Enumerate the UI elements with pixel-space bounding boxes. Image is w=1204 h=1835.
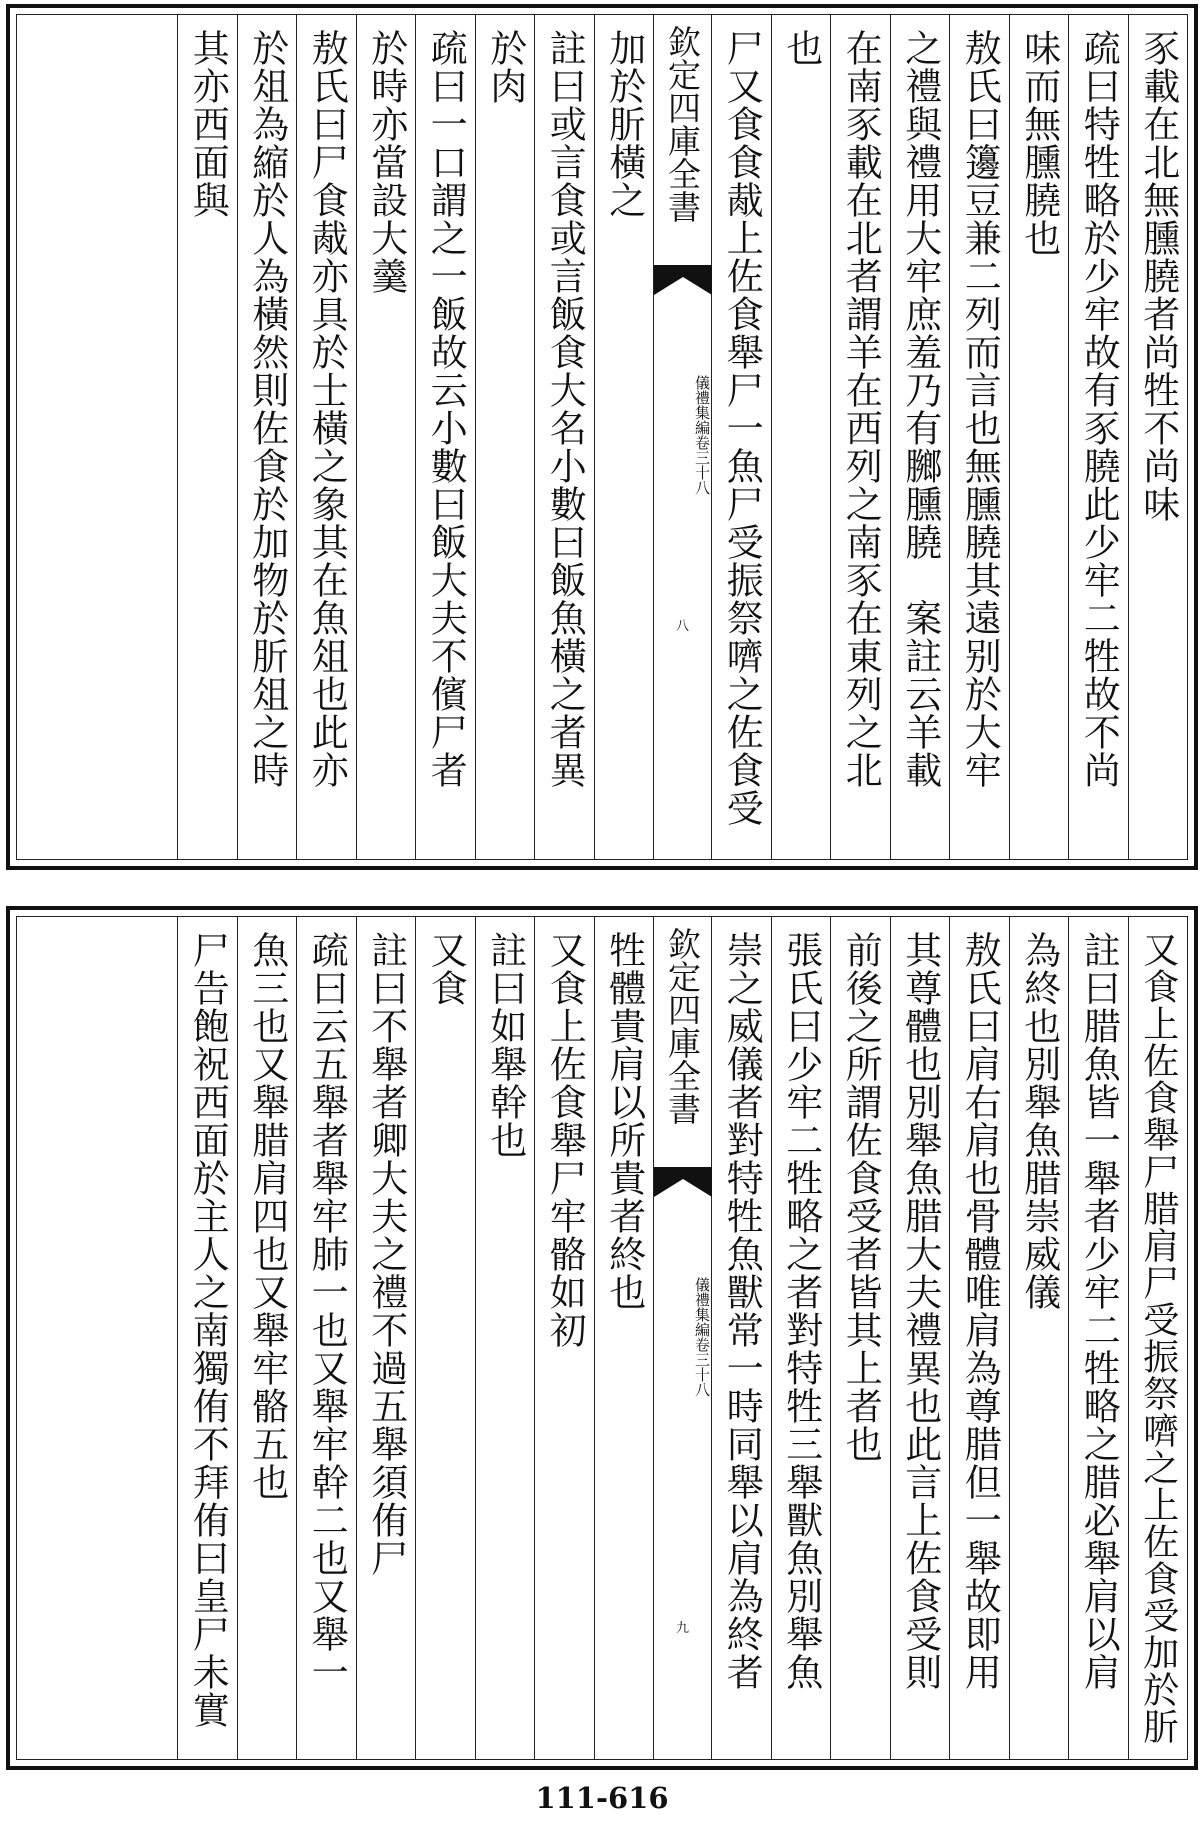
text-column — [890, 15, 950, 859]
text-column — [237, 15, 297, 859]
fishtail-mark-icon — [654, 265, 712, 305]
text-column — [594, 15, 654, 859]
top-columns — [17, 15, 1187, 859]
bottom-page — [6, 906, 1198, 1770]
volume-subtitle — [654, 1257, 711, 1417]
column-text: 在南豕載在北者謂羊在西列之南豕在東列之北 — [839, 29, 883, 789]
column-text: 尸又食食胾上佐食舉尸一魚尸受振祭嚌之佐食受 — [720, 29, 764, 827]
text-column — [1068, 917, 1128, 1759]
column-text: 為終也別舉魚腊崇威儀 — [1017, 931, 1061, 1311]
column-text: 其亦西面與 — [186, 29, 230, 219]
text-column — [771, 15, 831, 859]
column-text: 疏曰一口謂之一飯故云小數曰飯大夫不儐尸者 — [424, 29, 468, 789]
text-column — [475, 917, 535, 1759]
column-text: 於時亦當設大羹 — [364, 29, 408, 295]
text-column — [711, 917, 771, 1759]
text-column — [296, 917, 356, 1759]
top-page-frame — [16, 14, 1188, 860]
folio-number: 111-616 — [535, 1781, 669, 1815]
fishtail-mark-icon — [654, 1167, 712, 1207]
column-text: 尸告飽祝西面於主人之南獨侑不拜侑曰皇尸未實 — [186, 931, 230, 1729]
text-column — [890, 917, 950, 1759]
column-text: 魚三也又舉腊肩四也又舉牢骼五也 — [245, 931, 289, 1501]
text-column — [1009, 15, 1069, 859]
text-column — [594, 917, 654, 1759]
text-column — [830, 15, 890, 859]
column-text: 崇之威儀者對特牲魚獸常一時同舉以肩為終者 — [720, 931, 764, 1691]
text-column — [296, 15, 356, 859]
center-strip — [653, 15, 711, 859]
column-text: 疏曰特牲略於少牢故有豕膮此少牢二牲故不尚 — [1077, 29, 1121, 789]
text-column — [415, 15, 475, 859]
text-column — [534, 917, 594, 1759]
book-title: 欽定四庫全書 — [663, 927, 702, 1125]
column-text: 註曰腊魚皆一舉者少牢二牲略之腊必舉肩以肩 — [1077, 931, 1121, 1691]
column-text: 於俎為縮於人為橫然則佐食於加物於肵俎之時 — [245, 29, 289, 789]
text-column — [1009, 917, 1069, 1759]
column-text: 敖氏曰籩豆兼二列而言也無臐膮其遠别於大牢 — [958, 29, 1002, 789]
juan-text: 卷三十八 — [693, 435, 711, 495]
column-text: 前後之所謂佐食受者皆其上者也 — [839, 931, 883, 1463]
column-text: 味而無臐膮也 — [1017, 29, 1061, 257]
column-text: 其尊體也別舉魚腊大夫禮異也此言上佐食受則 — [898, 931, 942, 1691]
top-page — [6, 4, 1198, 870]
text-column — [475, 15, 535, 859]
column-text: 之禮與禮用大牢庶羞乃有膷臐膮 案註云羊載 — [898, 29, 942, 789]
bottom-page-frame — [16, 916, 1188, 1760]
column-text: 又食上佐食舉尸腊肩尸受振祭嚌之上佐食受加於肵 — [1137, 931, 1179, 1745]
text-column — [237, 917, 297, 1759]
center-strip — [653, 917, 711, 1759]
column-text: 註曰或言食或言飯食大名小數曰飯魚橫之者異 — [543, 29, 587, 789]
column-text: 於肉 — [483, 29, 527, 105]
column-text: 敖氏曰尸食胾亦具於士橫之象其在魚俎也此亦 — [305, 29, 349, 789]
juan-text: 卷三十八 — [693, 1337, 711, 1397]
text-column — [356, 15, 416, 859]
text-column — [1128, 15, 1188, 859]
column-text: 又食上佐食舉尸牢骼如初 — [543, 931, 587, 1349]
column-text: 豕載在北無臐膮者尚牲不尚味 — [1136, 29, 1180, 523]
text-column — [415, 917, 475, 1759]
column-text: 牲體貴肩以所貴者終也 — [602, 931, 646, 1311]
text-column — [949, 917, 1009, 1759]
column-text: 加於肵橫之 — [602, 29, 646, 219]
bottom-columns — [17, 917, 1187, 1759]
volume-subtitle — [654, 355, 711, 515]
text-column — [949, 15, 1009, 859]
subtitle-text: 儀禮集編 — [693, 1277, 711, 1337]
text-column — [177, 15, 237, 859]
column-text: 敖氏曰肩右肩也骨體唯肩為尊腊但一舉故即用 — [958, 931, 1002, 1691]
subtitle-text: 儀禮集編 — [693, 375, 711, 435]
column-text: 註曰如舉幹也 — [483, 931, 527, 1159]
text-column — [830, 917, 890, 1759]
text-column — [534, 15, 594, 859]
book-title: 欽定四庫全書 — [663, 25, 702, 223]
text-column — [1128, 917, 1188, 1759]
column-text: 註曰不舉者卿大夫之禮不過五舉須侑尸 — [364, 931, 408, 1577]
column-text: 又食 — [424, 931, 468, 1007]
leaf-number: 八 — [675, 619, 689, 634]
text-column — [771, 917, 831, 1759]
column-text: 也 — [779, 29, 823, 67]
column-text: 張氏曰少牢二牲略之者對特牲三舉獸魚別舉魚 — [779, 931, 823, 1691]
leaf-number: 九 — [675, 1621, 689, 1636]
text-column — [1068, 15, 1128, 859]
text-column — [177, 917, 237, 1759]
text-column — [356, 917, 416, 1759]
column-text: 疏曰云五舉者舉牢肺一也又舉牢幹二也又舉一 — [305, 931, 349, 1691]
text-column — [711, 15, 771, 859]
